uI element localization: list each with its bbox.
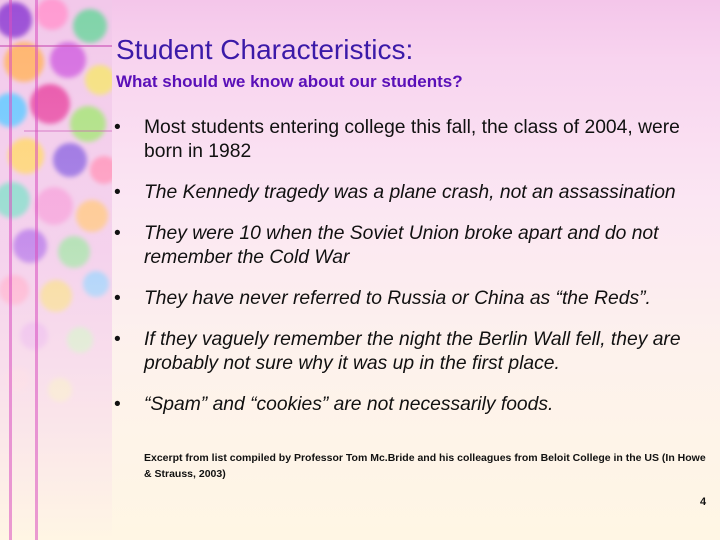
bullet-item <box>112 116 717 164</box>
bullet-item <box>112 393 717 417</box>
bullet-text: Most students entering college this fall, the class of 2004, were born in 1982 <box>144 117 680 162</box>
bullet-text: They were 10 when the Soviet Union broke apart and do not remember the Cold War <box>144 223 659 268</box>
bullet-dot: • <box>114 394 121 415</box>
bullet-dot: • <box>114 329 121 350</box>
bullet-text: The Kennedy tragedy was a plane crash, not an assassination <box>144 182 676 203</box>
page-number: 4 <box>700 496 707 508</box>
floral-collage-decoration <box>0 0 112 540</box>
bullet-text: If they vaguely remember the night the Berlin Wall fell, they are probably not sure why it was up in the first place. <box>144 329 681 374</box>
bullet-item <box>112 328 717 376</box>
bullet-dot: • <box>114 117 121 138</box>
bullet-text: “Spam” and “cookies” are not necessarily foods. <box>144 394 554 415</box>
bullet-item <box>112 287 717 311</box>
source-footnote: Excerpt from list compiled by Professor Tom Mc.Bride and his colleagues from Beloit College in the US (In Howe & Strauss, 2003) <box>144 452 706 480</box>
bullet-item <box>112 222 717 270</box>
slide-title: Student Characteristics: <box>116 34 414 65</box>
bullet-dot: • <box>114 182 121 203</box>
bullet-list <box>112 116 717 434</box>
bullet-dot: • <box>114 223 121 244</box>
bullet-dot: • <box>114 288 121 309</box>
slide-subtitle: What should we know about our students? <box>116 72 463 91</box>
bullet-text: They have never referred to Russia or China as “the Reds”. <box>144 288 651 309</box>
bullet-item <box>112 181 717 205</box>
